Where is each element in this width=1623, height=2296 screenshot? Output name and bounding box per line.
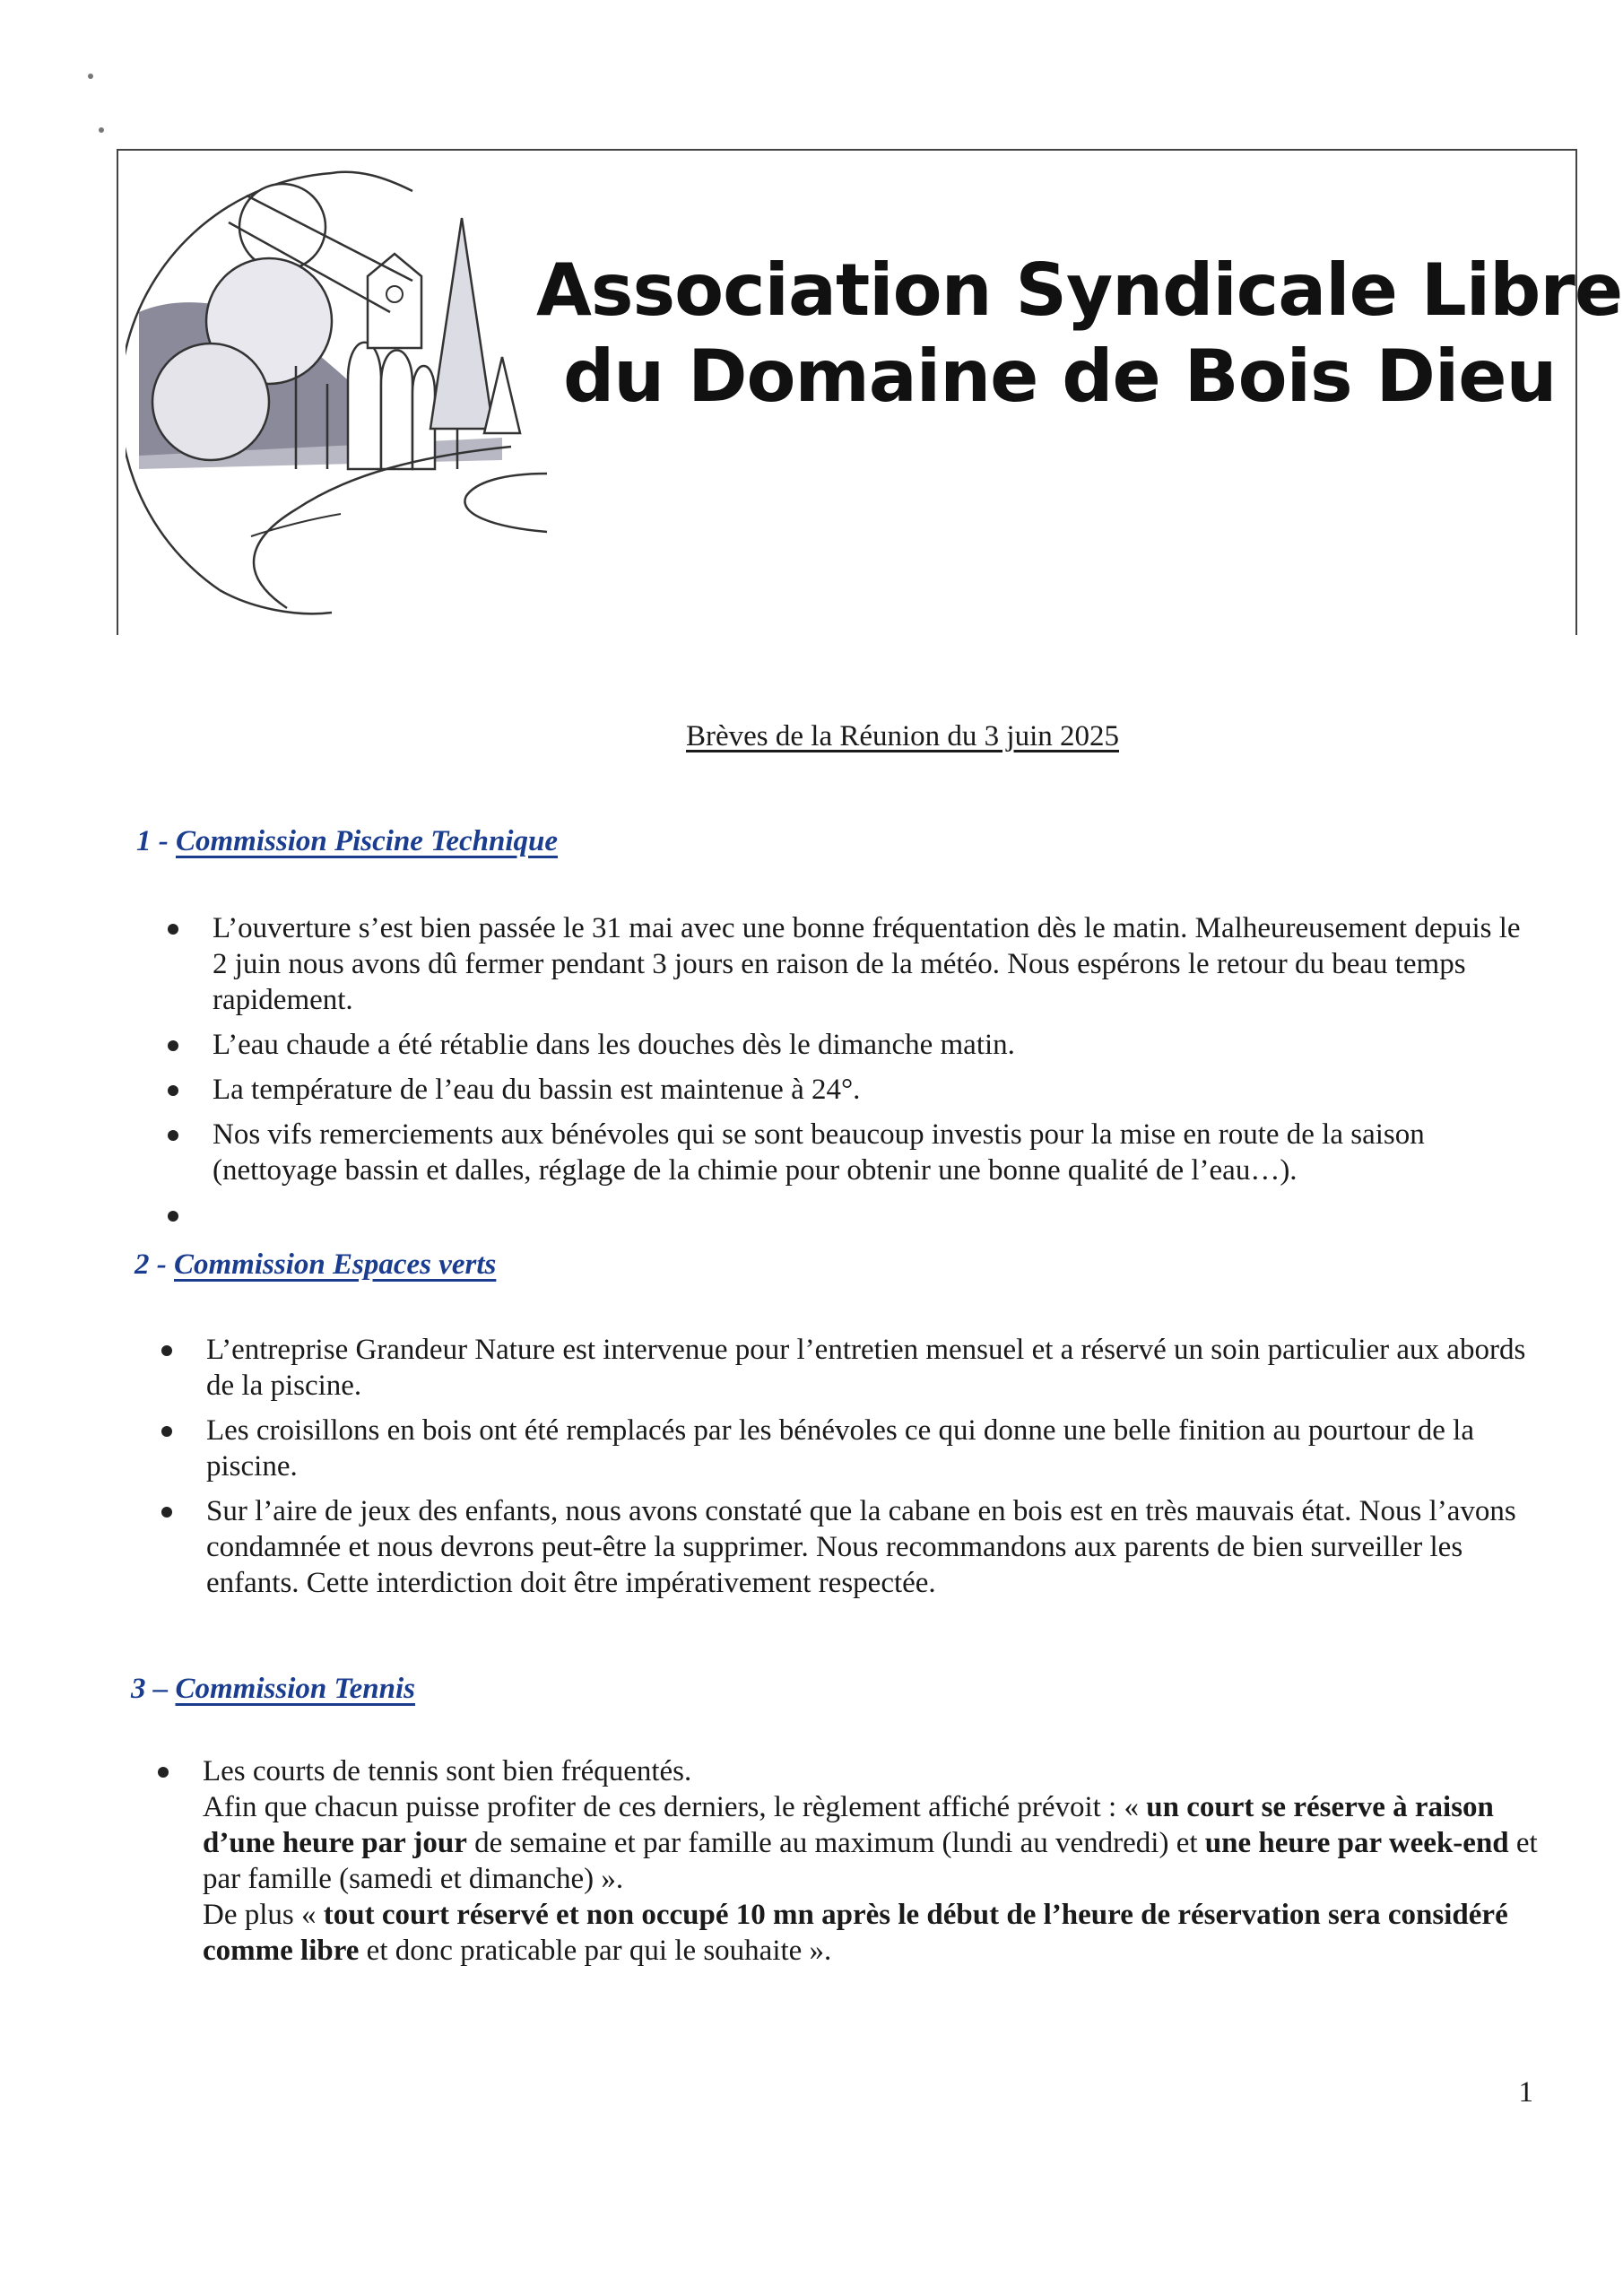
section-heading-espaces-verts [135, 1248, 496, 1282]
list-item: L’eau chaude a été rétablie dans les douches dès le dimanche matin. [213, 1027, 1540, 1063]
organization-name-line2: du Domaine de Bois Dieu [563, 335, 1557, 418]
section-number: 2 - [135, 1248, 167, 1281]
section-heading-tennis [131, 1673, 415, 1706]
section-title: Commission Tennis [175, 1673, 415, 1705]
scan-speck [88, 74, 93, 79]
section-title: Commission Espaces verts [174, 1248, 497, 1281]
section-title: Commission Piscine Technique [176, 825, 559, 857]
section-number: 3 – [131, 1673, 169, 1705]
section-list-tennis [203, 1753, 1539, 1978]
tennis-intro: Les courts de tennis sont bien fréquentés. [203, 1755, 692, 1787]
meeting-title: Brèves de la Réunion du 3 juin 2025 [686, 720, 1120, 752]
scan-speck [99, 127, 104, 133]
organization-name [536, 248, 1623, 418]
list-item: L’entreprise Grandeur Nature est intervenue pour l’entretien mensuel et a réservé un soin particulier aux abords de la piscine. [206, 1332, 1542, 1404]
list-item: Nos vifs remerciements aux bénévoles qui se sont beaucoup investis pour la mise en route de la saison (nettoyage bassin et dalles, réglage de la chimie pour obtenir une bonne qualité de l’eau…). [213, 1117, 1540, 1188]
list-item: Sur l’aire de jeux des enfants, nous avons constaté que la cabane en bois est en très mauvais état. Nous l’avons condamnée et nous devrons peut-être la supprimer. Nous recommandons aux parents de bien surveiller les enfants. Cette interdiction doit être impérativement respectée. [206, 1493, 1542, 1601]
section-heading-piscine [136, 825, 558, 858]
organization-name-line1: Association Syndicale Libre [536, 248, 1623, 332]
section-list-piscine [213, 910, 1540, 1242]
list-item: Les croisillons en bois ont été remplacés par les bénévoles ce qui donne une belle finition au pourtour de la piscine. [206, 1413, 1542, 1484]
section-list-espaces-verts [206, 1332, 1542, 1610]
list-item-empty [213, 1197, 1540, 1233]
list-item: L’ouverture s’est bien passée le 31 mai avec une bonne fréquentation dès le matin. Malheureusement depuis le 2 juin nous avons dû fermer pendant 3 jours en raison de la météo. Nous espérons le retour du beau temps rapidement. [213, 910, 1540, 1018]
list-item [203, 1753, 1539, 1969]
section-number: 1 - [136, 825, 169, 857]
page-number: 1 [1518, 2076, 1533, 2109]
list-item: La température de l’eau du bassin est maintenue à 24°. [213, 1072, 1540, 1108]
tennis-rule-paragraph: Afin que chacun puisse profiter de ces derniers, le règlement affiché prévoit : « un court se réserve à raison d’une heure par jour de semaine et par famille au maximum (lundi au vendredi) et une heure par week-end et par famille (samedi et dimanche) ». [203, 1791, 1538, 1895]
tennis-reservation-paragraph: De plus « tout court réservé et non occupé 10 mn après le début de l’heure de réservation sera considéré comme libre et donc praticable par qui le souhaite ». [203, 1899, 1508, 1967]
